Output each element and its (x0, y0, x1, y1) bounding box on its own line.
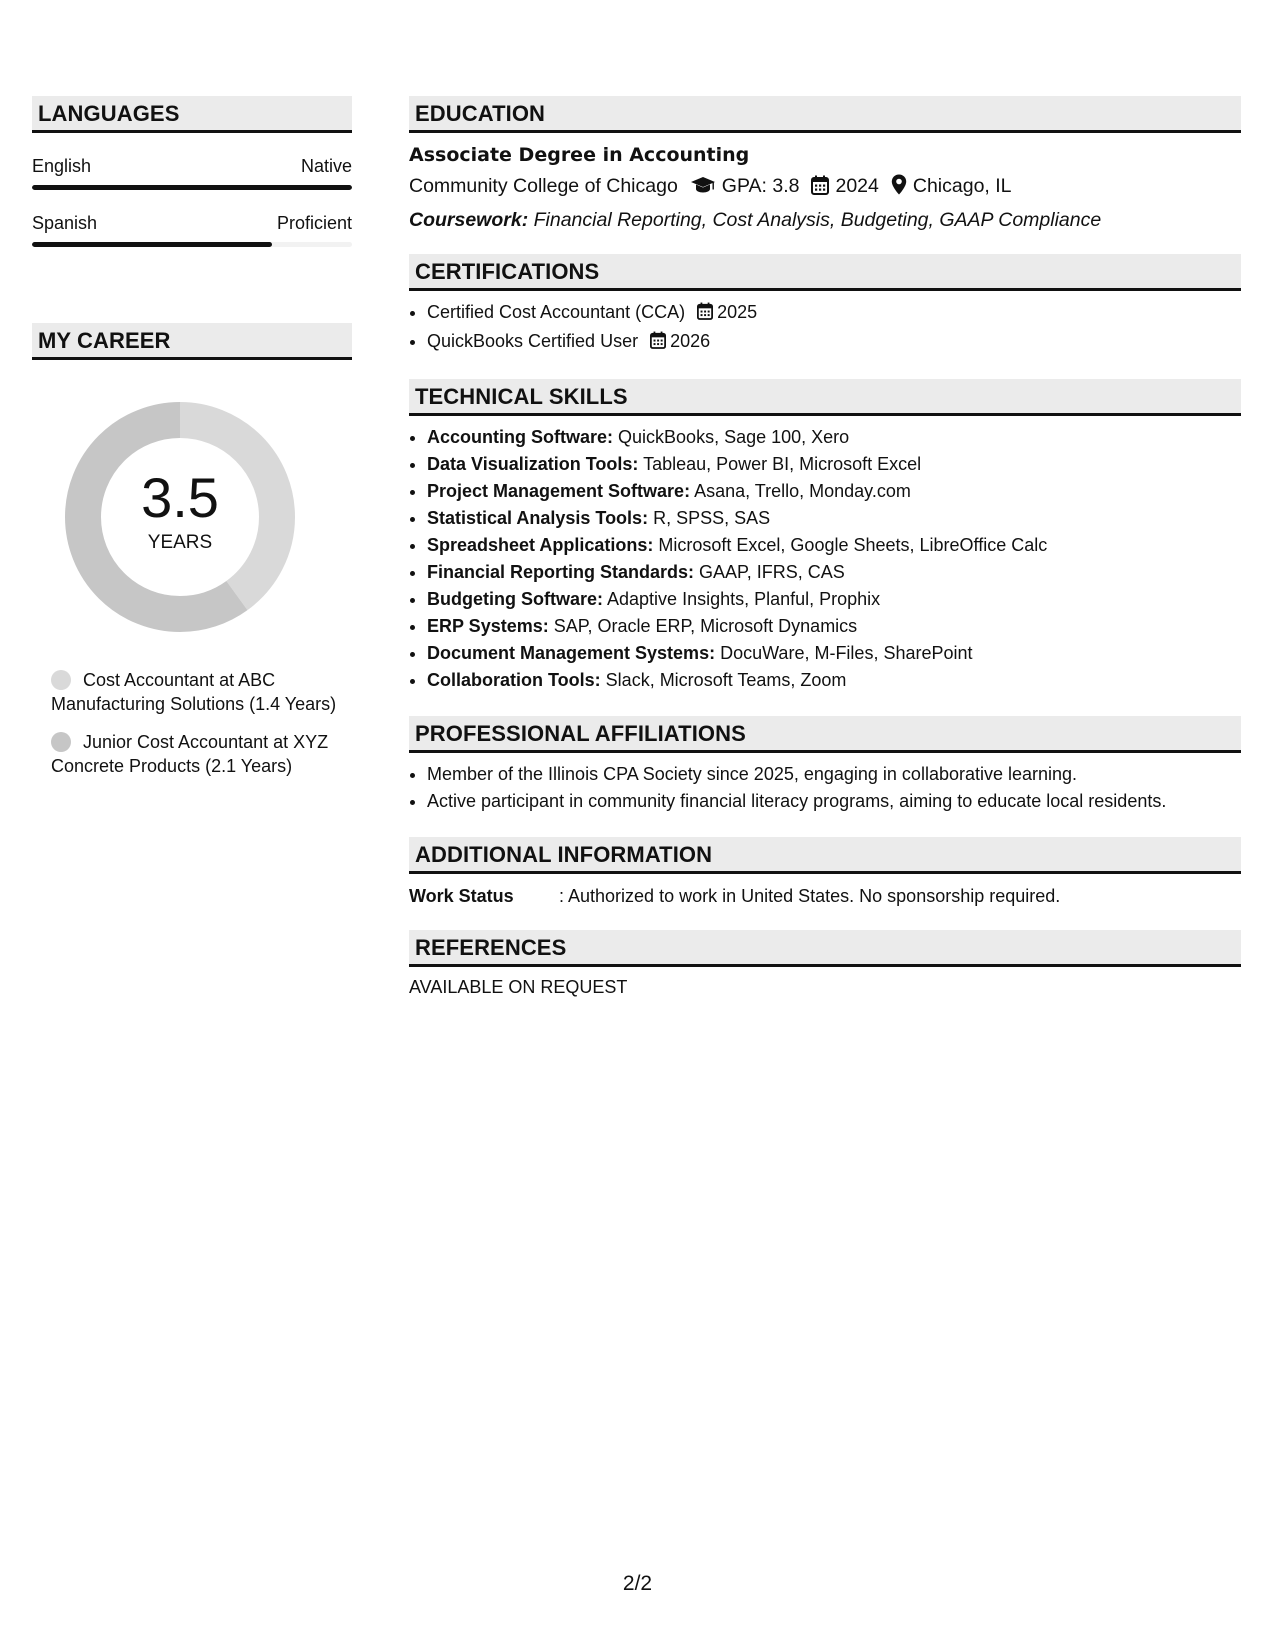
calendar-icon (650, 330, 666, 357)
language-bar-fill (32, 242, 272, 247)
skill-value: QuickBooks, Sage 100, Xero (618, 427, 850, 447)
education-degree: Associate Degree in Accounting (409, 144, 750, 166)
skill-item (427, 532, 1241, 559)
coursework-text: Financial Reporting, Cost Analysis, Budgeting, GAAP Compliance (533, 209, 1102, 231)
skill-label: Collaboration Tools: (427, 670, 601, 690)
skill-label: Financial Reporting Standards: (427, 562, 695, 582)
education-school: Community College of Chicago (409, 175, 678, 197)
skill-value: GAAP, IFRS, CAS (699, 562, 845, 582)
skill-item (427, 586, 1241, 613)
career-total-unit: YEARS (147, 532, 213, 553)
language-item-spanish (32, 212, 352, 247)
skill-value: DocuWare, M-Files, SharePoint (720, 643, 973, 663)
graduation-cap-icon (690, 175, 716, 201)
career-heading: MY CAREER (32, 323, 352, 360)
career-legend-dot (51, 670, 71, 690)
language-bar-fill (32, 185, 352, 190)
education-coursework (409, 208, 1241, 232)
map-pin-icon (891, 174, 907, 201)
references-heading: REFERENCES (409, 930, 1241, 967)
affiliation-item: • Active participant in community financial literacy programs, aiming to educate local residents. (427, 788, 1241, 815)
skill-item (427, 478, 1241, 505)
skill-label: ERP Systems: (427, 616, 549, 636)
skill-value: Slack, Microsoft Teams, Zoom (605, 670, 847, 690)
skill-item (427, 424, 1241, 451)
skill-label: Accounting Software: (427, 427, 614, 447)
skills-list (409, 424, 1241, 694)
references-text: AVAILABLE ON REQUEST (409, 977, 628, 997)
skill-value: SAP, Oracle ERP, Microsoft Dynamics (553, 616, 858, 636)
skill-value: R, SPSS, SAS (653, 508, 771, 528)
skill-item (427, 667, 1241, 694)
language-bar-track (32, 242, 352, 247)
page-number: 2/2 (622, 1572, 653, 1595)
skill-item (427, 613, 1241, 640)
career-list (51, 668, 352, 778)
skill-value: Adaptive Insights, Planful, Prophix (607, 589, 881, 609)
certifications-heading: CERTIFICATIONS (409, 254, 1241, 291)
affiliations-list (409, 761, 1241, 815)
skill-value: Microsoft Excel, Google Sheets, LibreOffice Calc (658, 535, 1048, 555)
career-entry (51, 668, 352, 716)
certification-item (427, 328, 1241, 357)
languages-heading: LANGUAGES (32, 96, 352, 133)
education-gpa: GPA: 3.8 (721, 175, 800, 197)
skill-label: Document Management Systems: (427, 643, 716, 663)
skill-value: Asana, Trello, Monday.com (694, 481, 911, 501)
calendar-icon (811, 175, 829, 201)
skill-value: Tableau, Power BI, Microsoft Excel (643, 454, 922, 474)
skill-item (427, 451, 1241, 478)
work-status-value: : Authorized to work in United States. No sponsorship required. (559, 886, 1061, 906)
education-heading: EDUCATION (409, 96, 1241, 133)
certification-item (427, 299, 1241, 328)
right-column (409, 96, 1241, 998)
certification-name: QuickBooks Certified User (427, 331, 639, 351)
additional-info-heading: ADDITIONAL INFORMATION (409, 837, 1241, 874)
career-legend-dot (51, 732, 71, 752)
skill-label: Spreadsheet Applications: (427, 535, 654, 555)
language-bar-track (32, 185, 352, 190)
skills-heading: TECHNICAL SKILLS (409, 379, 1241, 416)
certification-name: Certified Cost Accountant (CCA) (427, 302, 686, 322)
work-status-row (409, 884, 1241, 908)
left-column (32, 96, 352, 792)
education-details (409, 174, 1241, 201)
certification-year: 2026 (670, 331, 711, 351)
language-name: Spanish (32, 213, 98, 233)
career-entry (51, 730, 352, 778)
education-location: Chicago, IL (912, 175, 1012, 197)
coursework-label: Coursework: (409, 209, 529, 231)
certification-year: 2025 (717, 302, 758, 322)
career-donut-chart (65, 402, 295, 632)
skill-label: Data Visualization Tools: (427, 454, 639, 474)
skill-label: Statistical Analysis Tools: (427, 508, 649, 528)
career-total-value: 3.5 (141, 466, 219, 529)
skill-item (427, 505, 1241, 532)
work-status-label: Work Status (409, 886, 514, 906)
career-entry-text: Cost Accountant at ABC Manufacturing Solutions (1.4 Years) (51, 670, 337, 714)
skill-item (427, 559, 1241, 586)
language-level: Native (300, 156, 352, 176)
skill-label: Project Management Software: (427, 481, 691, 501)
affiliation-item: • Member of the Illinois CPA Society since 2025, engaging in collaborative learning. (427, 761, 1241, 788)
calendar-icon (697, 301, 713, 328)
affiliations-heading: PROFESSIONAL AFFILIATIONS (409, 716, 1241, 753)
skill-item (427, 640, 1241, 667)
language-name: English (32, 156, 92, 176)
career-entry-text: Junior Cost Accountant at XYZ Concrete Products (2.1 Years) (51, 732, 329, 776)
language-level: Proficient (276, 213, 352, 233)
language-item-english (32, 155, 352, 190)
skill-label: Budgeting Software: (427, 589, 603, 609)
certifications-list (409, 299, 1241, 357)
education-year: 2024 (835, 175, 879, 197)
